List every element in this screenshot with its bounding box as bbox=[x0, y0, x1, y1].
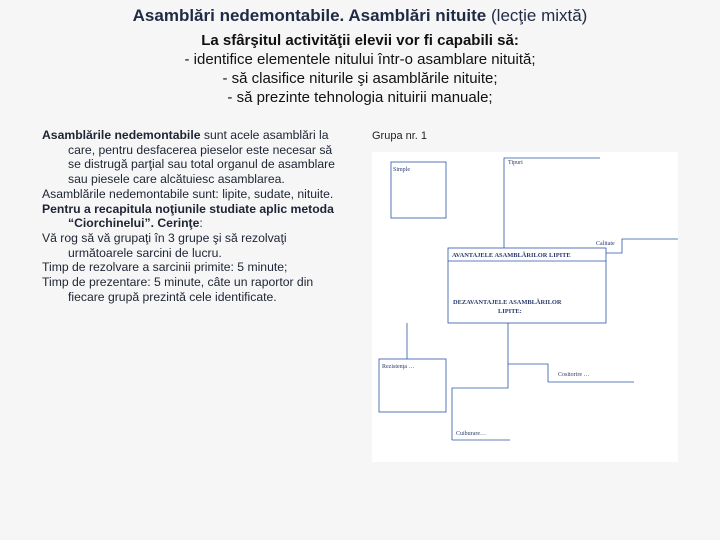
solving-time: Timp de rezolvare a sarcinii primite: 5 minute; bbox=[42, 260, 288, 275]
definition-text: sunt acele asamblări la care, pentru desfacerea pieselor este necesar să se distrugă parţial sau total organul de asamblare sau piesele care alcătuiesc asamblarea. bbox=[68, 128, 335, 187]
label-dezavantaje-2: LIPITE: bbox=[498, 308, 522, 315]
method-text: Pentru a recapitula noţiunile studiate aplic metoda “Ciorchinelui”. Cerinţe bbox=[42, 201, 334, 231]
grouping-instruction: Vă rog să vă grupaţi în 3 grupe şi să rezolvaţi următoarele sarcini de lucru. bbox=[42, 230, 287, 260]
objectives-block bbox=[0, 31, 720, 107]
label-avantaje: AVANTAJELE ASAMBLĂRILOR LIPITE bbox=[452, 252, 571, 259]
label-rezistenta: Rezistenţa … bbox=[382, 364, 415, 370]
cositorire-connector bbox=[508, 323, 548, 382]
label-cositorire: Cositorire … bbox=[558, 372, 590, 378]
objective-item: - să prezinte tehnologia nituirii manuale; bbox=[227, 89, 493, 106]
group-label: Grupa nr. 1 bbox=[372, 130, 428, 142]
method-paragraph bbox=[42, 202, 342, 231]
label-simple: Simple bbox=[393, 167, 411, 173]
label-calitate: Calitate bbox=[596, 241, 615, 247]
types-paragraph: Asamblările nedemontabile sunt: lipite, sudate, nituite. bbox=[42, 186, 334, 201]
label-cuiburi: Cuiburare… bbox=[456, 431, 486, 437]
method-colon: : bbox=[199, 216, 203, 231]
definition-term: Asamblările nedemontabile bbox=[42, 128, 201, 142]
cluster-diagram-svg bbox=[372, 152, 678, 462]
label-tipuri: Tipuri bbox=[508, 160, 523, 166]
presentation-time: Timp de prezentare: 5 minute, câte un raportor din fiecare grupă prezintă cele identificate. bbox=[42, 275, 314, 304]
calitate-connector bbox=[606, 239, 678, 253]
objectives-heading: La sfârşitul activităţii elevii vor fi capabili să: bbox=[201, 32, 519, 49]
definition-paragraph bbox=[42, 128, 342, 187]
label-dezavantaje-1: DEZAVANTAJELE ASAMBLĂRILOR bbox=[453, 299, 562, 306]
lesson-title bbox=[0, 6, 720, 26]
title-main: Asamblări nedemontabile. Asamblări nituite bbox=[132, 6, 487, 25]
cluster-diagram bbox=[372, 152, 678, 462]
cuiburi-connector bbox=[452, 364, 508, 440]
objective-item: - identifice elementele nitului într-o asamblare nituită; bbox=[184, 51, 536, 68]
tipuri-connector bbox=[504, 158, 600, 248]
lesson-content bbox=[42, 128, 342, 304]
title-lesson-type: (lecţie mixtă) bbox=[491, 6, 588, 25]
central-box bbox=[448, 248, 606, 323]
objective-item: - să clasifice niturile şi asamblările nituite; bbox=[222, 70, 498, 87]
